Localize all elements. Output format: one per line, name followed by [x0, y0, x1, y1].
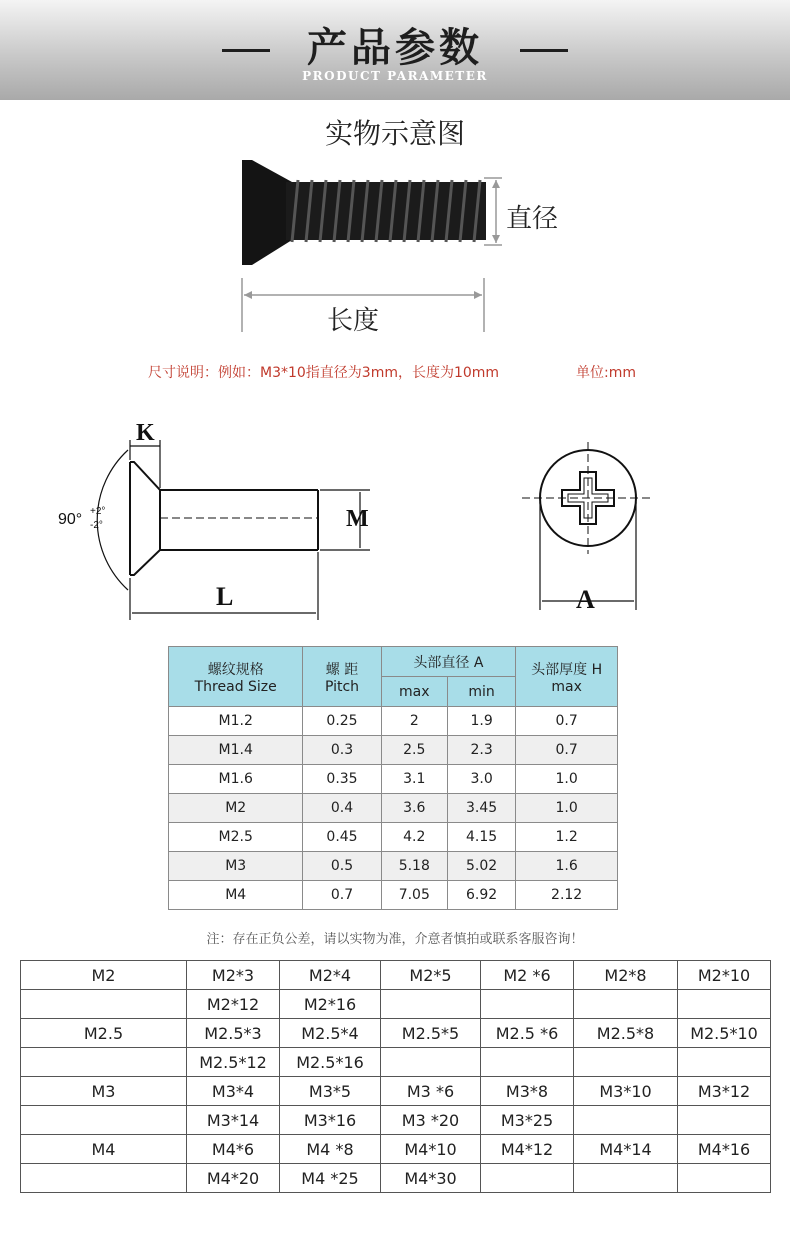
- photo-section-title: 实物示意图: [324, 117, 465, 150]
- banner-title: 产品参数: [307, 24, 483, 71]
- model-row: [21, 1106, 771, 1135]
- spec-cell: M1.6: [169, 765, 303, 794]
- model-size-cell: [678, 990, 771, 1019]
- spec-cell: 4.15: [447, 823, 515, 852]
- model-size-cell: M3*4: [187, 1077, 280, 1106]
- spec-row: [169, 765, 618, 794]
- spec-cell: 5.02: [447, 852, 515, 881]
- model-size-cell: [574, 1164, 678, 1193]
- model-size-cell: M2.5*3: [187, 1019, 280, 1048]
- spec-cell: 6.92: [447, 881, 515, 910]
- spec-cell: 0.4: [303, 794, 381, 823]
- spec-cell: 7.05: [381, 881, 447, 910]
- side-view-drawing: [50, 410, 450, 630]
- header-head-diameter: 头部直径 A: [381, 647, 516, 677]
- spec-cell: 1.0: [516, 794, 618, 823]
- model-size-cell: [678, 1164, 771, 1193]
- model-size-cell: [381, 990, 481, 1019]
- spec-cell: M1.2: [169, 707, 303, 736]
- unit-note: 单位:mm: [576, 365, 636, 381]
- model-size-cell: M3*5: [280, 1077, 381, 1106]
- spec-cell: 0.7: [516, 736, 618, 765]
- model-size-cell: [574, 1106, 678, 1135]
- dim-a: A: [576, 585, 595, 614]
- model-size-cell: M2*10: [678, 961, 771, 990]
- header-banner: [0, 0, 790, 100]
- model-series-cell: [21, 1048, 187, 1077]
- model-row: [21, 1135, 771, 1164]
- model-size-cell: M2.5*4: [280, 1019, 381, 1048]
- spec-cell: 4.2: [381, 823, 447, 852]
- model-table: [20, 960, 771, 1193]
- spec-cell: 1.0: [516, 765, 618, 794]
- dim-angle: 90°: [58, 511, 83, 528]
- spec-cell: 0.35: [303, 765, 381, 794]
- diameter-dimension: [484, 178, 502, 245]
- model-size-cell: M3*25: [481, 1106, 574, 1135]
- spec-cell: 3.1: [381, 765, 447, 794]
- screw-shaft: [286, 182, 486, 240]
- model-size-cell: M2.5*5: [381, 1019, 481, 1048]
- model-size-cell: M4*16: [678, 1135, 771, 1164]
- header-head-height: 头部厚度 H max: [516, 647, 618, 707]
- length-label: 长度: [327, 306, 380, 336]
- model-size-cell: M4*14: [574, 1135, 678, 1164]
- model-size-cell: [381, 1048, 481, 1077]
- model-size-cell: M2*5: [381, 961, 481, 990]
- model-series-cell: M3: [21, 1077, 187, 1106]
- model-size-cell: M2.5*12: [187, 1048, 280, 1077]
- banner-divider-right: [520, 49, 568, 52]
- model-size-cell: M3*8: [481, 1077, 574, 1106]
- model-size-cell: M2*4: [280, 961, 381, 990]
- model-size-cell: [574, 1048, 678, 1077]
- model-size-cell: [678, 1048, 771, 1077]
- spec-cell: 1.9: [447, 707, 515, 736]
- spec-row: [169, 736, 618, 765]
- model-row: [21, 990, 771, 1019]
- header-max: max: [381, 677, 447, 707]
- spec-row: [169, 852, 618, 881]
- spec-cell: 0.5: [303, 852, 381, 881]
- model-size-cell: M2.5*10: [678, 1019, 771, 1048]
- model-size-cell: [481, 1164, 574, 1193]
- spec-cell: 5.18: [381, 852, 447, 881]
- model-size-cell: M3*16: [280, 1106, 381, 1135]
- model-size-cell: M2*3: [187, 961, 280, 990]
- banner-subtitle: PRODUCT PARAMETER: [302, 69, 488, 83]
- spec-cell: 3.6: [381, 794, 447, 823]
- dim-l: L: [216, 582, 234, 611]
- spec-cell: 0.25: [303, 707, 381, 736]
- model-row: [21, 1019, 771, 1048]
- model-size-cell: M4*30: [381, 1164, 481, 1193]
- model-size-cell: M2.5*16: [280, 1048, 381, 1077]
- header-min: min: [447, 677, 515, 707]
- model-size-cell: M4*12: [481, 1135, 574, 1164]
- spec-cell: 0.7: [516, 707, 618, 736]
- model-size-cell: [481, 1048, 574, 1077]
- model-size-cell: M4*6: [187, 1135, 280, 1164]
- model-size-cell: M4 *8: [280, 1135, 381, 1164]
- spec-cell: 2.5: [381, 736, 447, 765]
- model-size-cell: [574, 990, 678, 1019]
- spec-cell: 1.6: [516, 852, 618, 881]
- head-view-drawing: [510, 420, 670, 630]
- spec-row: [169, 881, 618, 910]
- tolerance-note: 注：存在正负公差，请以实物为准，介意者慎拍或联系客服咨询！: [206, 932, 584, 947]
- model-series-cell: [21, 1106, 187, 1135]
- size-note: 尺寸说明：例如：M3*10指直径为3mm，长度为10mm: [148, 365, 500, 381]
- model-series-cell: M2.5: [21, 1019, 187, 1048]
- spec-row: [169, 794, 618, 823]
- model-size-cell: [678, 1106, 771, 1135]
- spec-cell: 3.45: [447, 794, 515, 823]
- model-row: [21, 1048, 771, 1077]
- spec-cell: 2.12: [516, 881, 618, 910]
- spec-cell: M2.5: [169, 823, 303, 852]
- spec-cell: 1.2: [516, 823, 618, 852]
- dim-tol-plus: +2°: [90, 506, 106, 517]
- model-size-cell: M2 *6: [481, 961, 574, 990]
- model-row: [21, 1077, 771, 1106]
- spec-cell: M1.4: [169, 736, 303, 765]
- spec-cell: M2: [169, 794, 303, 823]
- spec-cell: 0.45: [303, 823, 381, 852]
- model-size-cell: M3*10: [574, 1077, 678, 1106]
- model-series-cell: [21, 990, 187, 1019]
- dim-tol-minus: -2°: [90, 520, 103, 531]
- screw-head: [242, 160, 292, 265]
- spec-cell: 0.7: [303, 881, 381, 910]
- model-size-cell: M2*8: [574, 961, 678, 990]
- model-series-cell: M4: [21, 1135, 187, 1164]
- header-pitch: 螺 距 Pitch: [303, 647, 381, 707]
- model-series-cell: M2: [21, 961, 187, 990]
- model-size-cell: M3 *20: [381, 1106, 481, 1135]
- model-size-cell: M3*12: [678, 1077, 771, 1106]
- spec-row: [169, 707, 618, 736]
- model-size-cell: M3 *6: [381, 1077, 481, 1106]
- model-row: [21, 961, 771, 990]
- model-size-cell: M2.5*8: [574, 1019, 678, 1048]
- spec-row: [169, 823, 618, 852]
- model-size-cell: M4 *25: [280, 1164, 381, 1193]
- spec-cell: M4: [169, 881, 303, 910]
- spec-cell: 2.3: [447, 736, 515, 765]
- model-row: [21, 1164, 771, 1193]
- header-thread-size: 螺纹规格 Thread Size: [169, 647, 303, 707]
- model-size-cell: M2*16: [280, 990, 381, 1019]
- model-size-cell: [481, 990, 574, 1019]
- screw-photo: [0, 150, 790, 380]
- dim-m: M: [346, 506, 369, 532]
- spec-table: [168, 646, 618, 910]
- spec-cell: 0.3: [303, 736, 381, 765]
- diameter-label: 直径: [506, 204, 559, 234]
- spec-cell: M3: [169, 852, 303, 881]
- model-series-cell: [21, 1164, 187, 1193]
- model-size-cell: M2*12: [187, 990, 280, 1019]
- dim-k: K: [136, 420, 155, 446]
- model-size-cell: M2.5 *6: [481, 1019, 574, 1048]
- spec-cell: 3.0: [447, 765, 515, 794]
- model-size-cell: M3*14: [187, 1106, 280, 1135]
- model-size-cell: M4*20: [187, 1164, 280, 1193]
- model-size-cell: M4*10: [381, 1135, 481, 1164]
- spec-cell: 2: [381, 707, 447, 736]
